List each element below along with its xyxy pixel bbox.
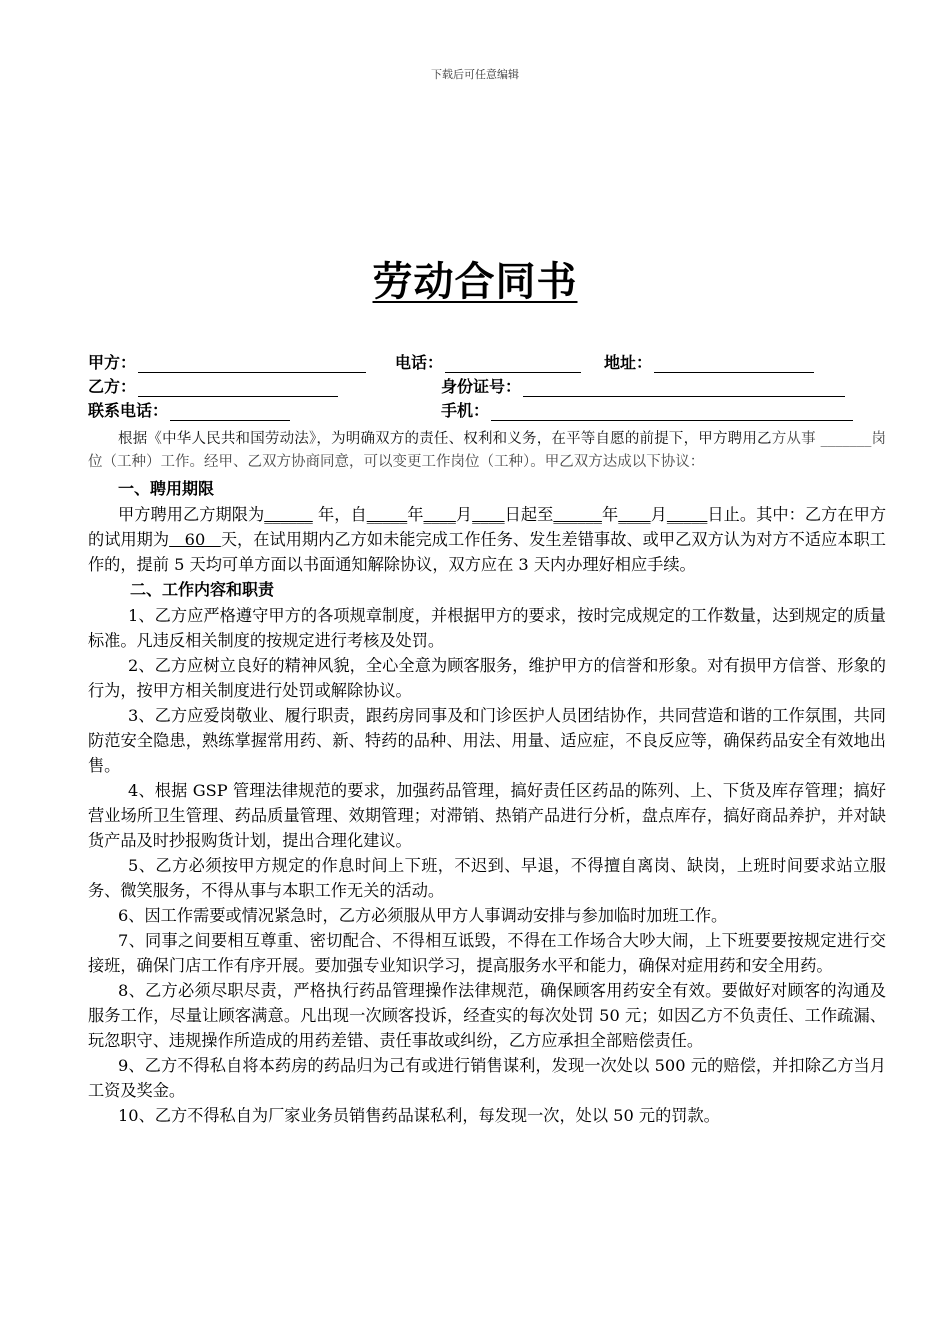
trial-days-value: 60 — [169, 530, 221, 549]
duty-item-9: 9、乙方不得私自将本药房的药品归为己有或进行销售谋利，发现一次处以 500 元的赔偿，并扣除乙方当月工资及奖金。 — [88, 1056, 886, 1100]
document-title — [0, 250, 950, 307]
start-month-blank: ____ — [423, 505, 456, 524]
mobile-blank — [491, 403, 853, 421]
duty-item-6: 6、因工作需要或情况紧急时，乙方必须服从甲方人事调动安排与参加临时加班工作。 — [118, 906, 728, 925]
header-note: 下载后可任意编辑 — [431, 68, 519, 81]
section-1-heading: 一、聘用期限 — [118, 479, 215, 498]
document-title-text: 劳动合同书 — [372, 258, 578, 305]
term-years-blank: ______ — [264, 505, 313, 524]
party-b-field — [88, 374, 338, 397]
s1-text-d: 月 — [455, 505, 473, 524]
duty-item-4: 4、根据 GSP 管理法律规范的要求，加强药品管理，搞好责任区药品的陈列、上、下货及库存管理；搞好营业场所卫生管理、药品质量管理、效期管理；对滞销、热销产品进行分析，盘点库存，搞好商品养护，并对缺货产品及时抄报购货计划，提出合理化建议。 — [88, 781, 886, 850]
s1-text-h: 日止。其中：乙方在甲方的试用期为 — [88, 505, 887, 549]
s1-text-c: 年 — [407, 505, 424, 524]
section-1-paragraph — [88, 502, 886, 577]
s1-text-e: 日起至 — [504, 505, 554, 524]
duty-item-10: 10、乙方不得私自为厂家业务员销售药品谋私利，每发现一次，处以 50 元的罚款。 — [118, 1106, 720, 1125]
end-month-blank: ____ — [618, 505, 651, 524]
duty-item-8: 8、乙方必须尽职尽责，严格执行药品管理操作法律规范，确保顾客用药安全有效。要做好对顾客的沟通及服务工作，尽量让顾客满意。凡出现一次顾客投诉，经查实的每次处罚 50 元；如因乙方不负责任、工作疏漏、玩忽职守、违规操作所造成的用药差错、责任事故或纠纷，乙方应承担全部赔偿责任。 — [88, 981, 886, 1050]
end-year-blank: ______ — [553, 505, 602, 524]
section-2-heading: 二、工作内容和职责 — [130, 580, 275, 599]
party-b-label: 乙方： — [88, 377, 137, 396]
duty-item-3: 3、乙方应爱岗敬业、履行职责，跟药房同事及和门诊医护人员团结协作，共同营造和谐的工作氛围，共同防范安全隐患，熟练掌握常用药、新、特药的品种、用法、用量、适应症，不良反应等，确保药品安全有效地出售。 — [88, 706, 886, 775]
party-a-blank — [138, 355, 366, 373]
party-b-blank — [138, 379, 338, 397]
start-day-blank: ____ — [472, 505, 505, 524]
phone-blank — [445, 355, 581, 373]
phone-label: 电话： — [395, 353, 444, 372]
party-a-label: 甲方： — [88, 353, 137, 372]
duty-item-2: 2、乙方应树立良好的精神风貌，全心全意为顾客服务，维护甲方的信誉和形象。对有损甲方信誉、形象的行为，按甲方相关制度进行处罚或解除协议。 — [88, 656, 886, 700]
id-number-blank — [523, 379, 845, 397]
s1-text-b: 年，自 — [312, 505, 367, 524]
party-a-field — [88, 350, 366, 373]
contact-phone-field — [88, 398, 290, 421]
contact-phone-label: 联系电话： — [88, 401, 169, 420]
contract-body — [88, 428, 886, 1128]
mobile-field — [441, 398, 853, 421]
s1-text-i: 天，在试用期内乙方如未能完成工作任务、发生差错事故、或甲乙双方认为对方不适应本职工作的，提前 5 天均可单方面以书面通知解除协议，双方应在 3 天内办理好相应手续。 — [88, 530, 886, 574]
intro-paragraph — [88, 428, 886, 474]
intro-part2: 方从事 _______岗位（工种）工作。经甲、乙双方协商同意，可以变更工作岗位（工种）。甲乙双方达成以下协议： — [88, 431, 887, 470]
address-blank — [654, 355, 814, 373]
end-day-blank: _____ — [666, 505, 708, 524]
s1-text-g: 月 — [650, 505, 667, 524]
address-field — [604, 350, 814, 373]
duty-item-1: 1、乙方应严格遵守甲方的各项规章制度，并根据甲方的要求，按时完成规定的工作数量，达到规定的质量标准。凡违反相关制度的按规定进行考核及处罚。 — [88, 606, 886, 650]
mobile-label: 手机： — [441, 401, 490, 420]
phone-field — [395, 350, 581, 373]
duty-item-5: 5、乙方必须按甲方规定的作息时间上下班，不迟到、早退，不得擅自离岗、缺岗，上班时间要求站立服务、微笑服务，不得从事与本职工作无关的活动。 — [88, 856, 886, 900]
start-year-blank: _____ — [366, 505, 408, 524]
contact-phone-blank — [170, 403, 290, 421]
s1-text-f: 年 — [601, 505, 619, 524]
id-number-label: 身份证号： — [441, 377, 522, 396]
intro-part1: 根据《中华人民共和国劳动法》，为明确双方的责任、权利和义务，在平等自愿的前提下，甲方聘用乙 — [118, 431, 772, 447]
party-info-fields — [88, 350, 868, 422]
id-number-field — [441, 374, 845, 397]
address-label: 地址： — [604, 353, 653, 372]
duty-item-7: 7、同事之间要相互尊重、密切配合、不得相互诋毁，不得在工作场合大吵大闹，上下班要要按规定进行交接班，确保门店工作有序开展。要加强专业知识学习，提高服务水平和能力，确保对症用药和安全用药。 — [88, 931, 886, 975]
s1-text-a: 甲方聘用乙方期限为 — [118, 505, 265, 524]
